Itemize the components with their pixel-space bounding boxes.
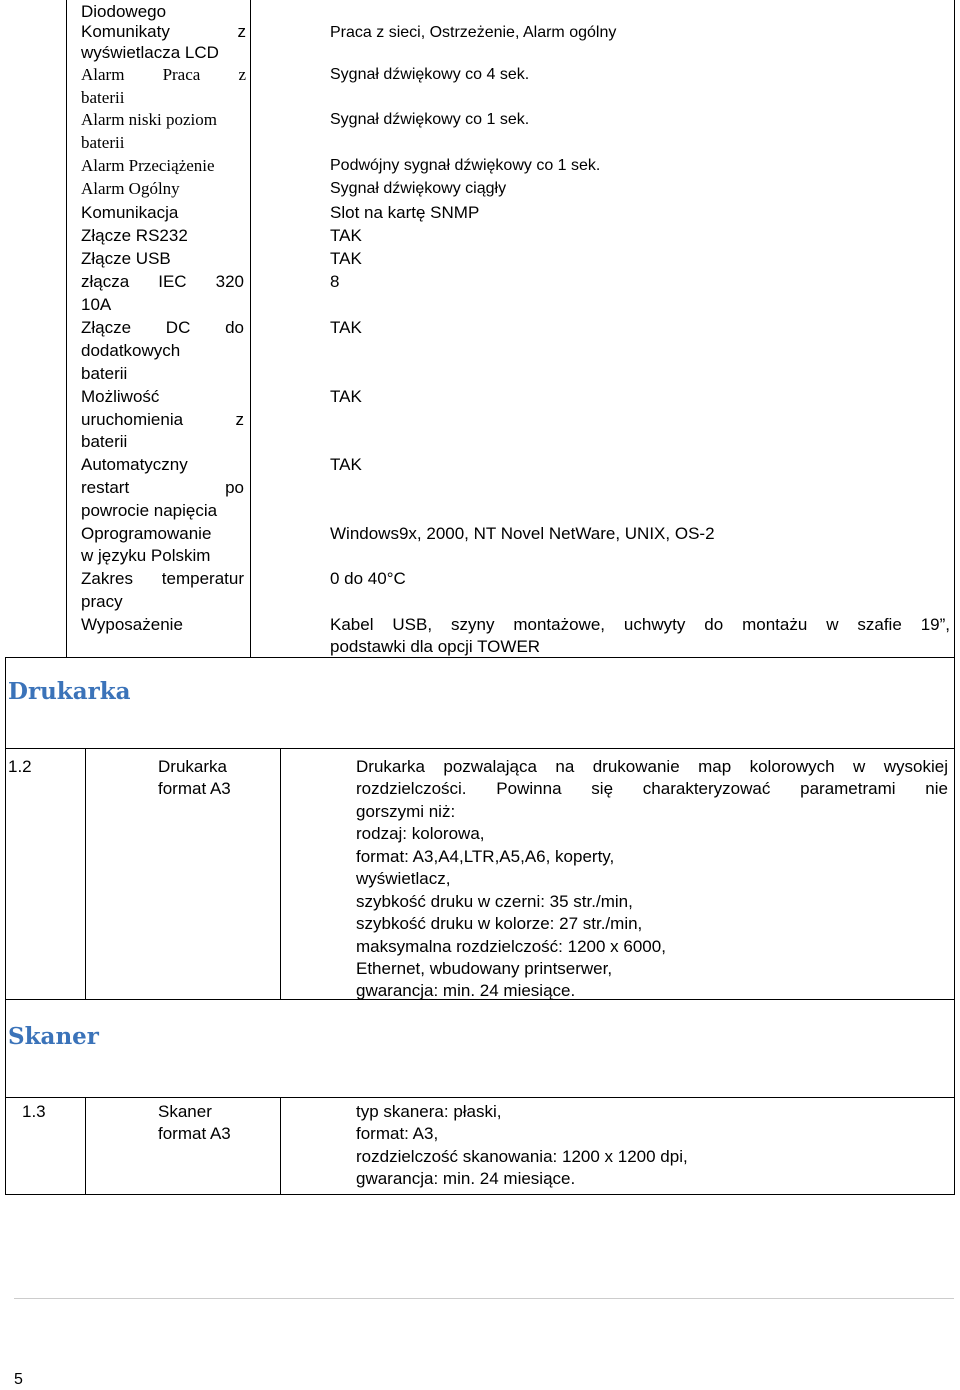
spec-label: Możliwość bbox=[81, 387, 160, 406]
spec-value: TAK bbox=[330, 249, 362, 268]
spec-value: Praca z sieci, Ostrzeżenie, Alarm ogólny bbox=[330, 24, 617, 41]
desc-line: gwarancja: min. 24 miesiące. bbox=[356, 1169, 576, 1188]
desc-line: format: A3,A4,LTR,A5,A6, koperty, bbox=[356, 847, 615, 866]
spec-label: baterii bbox=[81, 364, 128, 383]
desc-line: gorszymi niż: bbox=[356, 802, 456, 821]
spec-label: Alarm Ogólny bbox=[81, 179, 180, 198]
item-name: Drukarka bbox=[158, 757, 227, 776]
spec-label: Alarm Praca z bbox=[81, 65, 246, 84]
desc-line: typ skanera: płaski, bbox=[356, 1102, 502, 1121]
spec-label: baterii bbox=[81, 133, 125, 152]
item-name: Skaner bbox=[158, 1102, 212, 1121]
item-number: 1.2 bbox=[8, 757, 32, 776]
item-name: format A3 bbox=[158, 779, 231, 798]
desc-line: format: A3, bbox=[356, 1124, 439, 1143]
desc-line: szybkość druku w czerni: 35 str./min, bbox=[356, 892, 633, 911]
spec-label: Złącze DC do bbox=[81, 318, 244, 337]
spec-label: baterii bbox=[81, 88, 125, 107]
spec-value: Podwójny sygnał dźwiękowy co 1 sek. bbox=[330, 157, 601, 174]
spec-label: pracy bbox=[81, 592, 123, 611]
footer-divider bbox=[14, 1298, 954, 1299]
spec-label: Diodowego bbox=[81, 2, 167, 21]
spec-value: Sygnał dźwiękowy co 1 sek. bbox=[330, 111, 530, 128]
spec-label: Komunikaty z bbox=[81, 22, 246, 41]
desc-line: rodzaj: kolorowa, bbox=[356, 824, 485, 843]
spec-value: Sygnał dźwiękowy ciągły bbox=[330, 180, 507, 197]
spec-value: Kabel USB, szyny montażowe, uchwyty do montażu w szafie 19”, bbox=[330, 615, 950, 634]
spec-label: Komunikacja bbox=[81, 203, 179, 222]
desc-line: szybkość druku w kolorze: 27 str./min, bbox=[356, 914, 643, 933]
spec-label: baterii bbox=[81, 432, 128, 451]
spec-label: Wyposażenie bbox=[81, 615, 183, 634]
spec-value: TAK bbox=[330, 387, 362, 406]
spec-label: Alarm Przeciążenie bbox=[81, 156, 215, 175]
spec-label: Automatyczny bbox=[81, 455, 188, 474]
spec-label: Zakres temperatur bbox=[81, 569, 244, 588]
scanner-heading: Skaner bbox=[8, 1023, 99, 1050]
spec-value: Sygnał dźwiękowy co 4 sek. bbox=[330, 66, 530, 83]
spec-label: w języku Polskim bbox=[81, 546, 211, 565]
desc-line: rozdzielczości. Powinna się charakteryzować parametrami nie bbox=[356, 779, 948, 798]
spec-label: 10A bbox=[81, 295, 112, 314]
desc-line: wyświetlacz, bbox=[356, 869, 451, 888]
spec-value: TAK bbox=[330, 455, 362, 474]
spec-label: Złącze RS232 bbox=[81, 226, 188, 245]
spec-label: dodatkowych bbox=[81, 341, 181, 360]
spec-label: Oprogramowanie bbox=[81, 524, 212, 543]
spec-value: Slot na kartę SNMP bbox=[330, 203, 480, 222]
desc-line: gwarancja: min. 24 miesiące. bbox=[356, 981, 576, 1000]
spec-label: uruchomienia z bbox=[81, 410, 244, 429]
spec-label: złącza IEC 320 bbox=[81, 272, 244, 291]
spec-value: Windows9x, 2000, NT Novel NetWare, UNIX, OS-2 bbox=[330, 524, 715, 543]
desc-line: Drukarka pozwalająca na drukowanie map kolorowych w wysokiej bbox=[356, 757, 948, 776]
printer-heading: Drukarka bbox=[8, 678, 131, 705]
spec-label: Złącze USB bbox=[81, 249, 171, 268]
spec-label: restart po bbox=[81, 478, 244, 497]
desc-line: rozdzielczość skanowania: 1200 x 1200 dpi, bbox=[356, 1147, 688, 1166]
spec-label: wyświetlacza LCD bbox=[81, 43, 219, 62]
spec-value: 8 bbox=[330, 272, 340, 291]
item-number: 1.3 bbox=[22, 1102, 46, 1121]
spec-label: Alarm niski poziom bbox=[81, 110, 217, 129]
page-number: 5 bbox=[14, 1371, 23, 1388]
spec-value: TAK bbox=[330, 226, 362, 245]
spec-value: 0 do 40°C bbox=[330, 569, 406, 588]
spec-value: podstawki dla opcji TOWER bbox=[330, 637, 541, 656]
item-name: format A3 bbox=[158, 1124, 231, 1143]
desc-line: Ethernet, wbudowany printserwer, bbox=[356, 959, 613, 978]
spec-value: TAK bbox=[330, 318, 362, 337]
desc-line: maksymalna rozdzielczość: 1200 x 6000, bbox=[356, 937, 666, 956]
spec-label: powrocie napięcia bbox=[81, 501, 218, 520]
